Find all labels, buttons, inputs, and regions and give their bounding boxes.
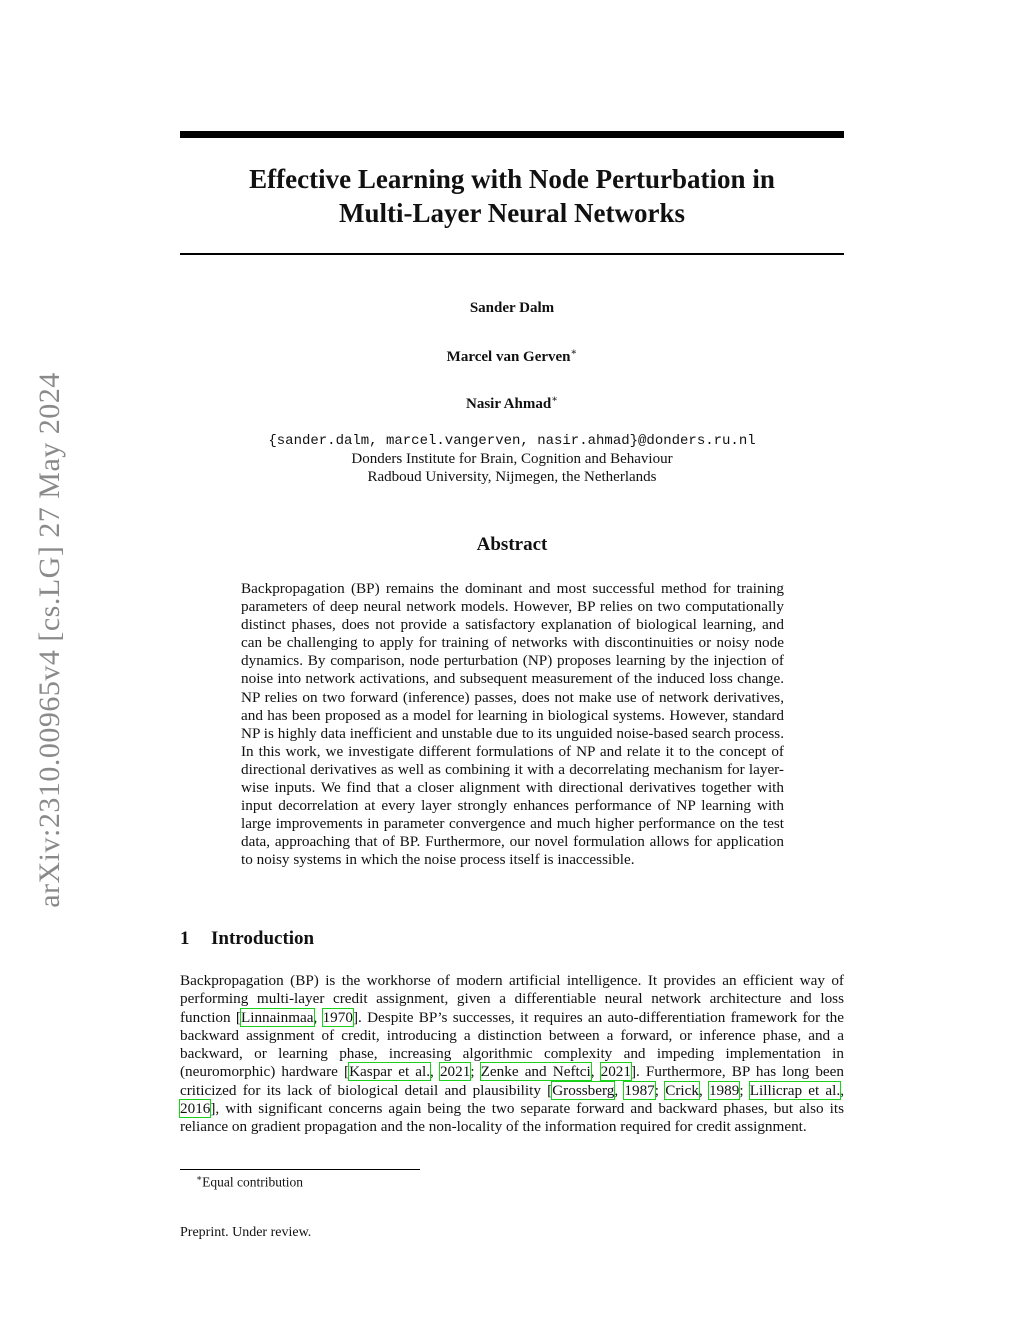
author-3 (180, 394, 844, 413)
preprint-notice: Preprint. Under review. (180, 1225, 312, 1240)
citation-link-grossberg-year[interactable]: 1987 (624, 1081, 655, 1099)
citation-link-lillicrap-year[interactable]: 2016 (180, 1099, 211, 1117)
section-heading (180, 928, 314, 950)
citation-link-zenke[interactable]: Zenke and Neftci (480, 1063, 591, 1081)
citation-separator: , (698, 1081, 709, 1099)
citation-link-grossberg[interactable]: Grossberg (552, 1081, 615, 1099)
introduction-paragraph (180, 972, 844, 1136)
author-mark: ∗ (551, 394, 558, 405)
citation-separator: ; (470, 1063, 481, 1081)
footnote-mark: ∗ (196, 1173, 203, 1183)
author-mark: ∗ (570, 347, 578, 358)
section-number: 1 (180, 928, 190, 949)
citation-link-crick-year[interactable]: 1989 (708, 1081, 740, 1099)
intro-text: ]. Furthermore, BP has long been criticized for its lack of biological detail and plausibility [ (180, 1063, 844, 1099)
author-name: Nasir Ahmad (466, 396, 552, 412)
citation-link-kaspar-year[interactable]: 2021 (439, 1063, 471, 1081)
section-title: Introduction (211, 928, 315, 949)
citation-link-linnainmaa-year[interactable]: 1970 (322, 1008, 353, 1026)
title-top-rule (180, 131, 844, 138)
intro-text: ]. Despite BP’s successes, it requires an auto-differentiation framework for the backward assignment of credit, introducing a distinction between a forward, or inference phase, and a backward, or learning phase, increasing algorithmic complexity and impeding implementation in (neuromorphic) hardware [ (180, 1008, 845, 1081)
author-1 (180, 300, 844, 317)
abstract-heading: Abstract (476, 534, 548, 555)
citation-link-crick[interactable]: Crick (665, 1081, 699, 1099)
author-name: Marcel van Gerven (446, 349, 571, 365)
author-emails: {sander.dalm, marcel.vangerven, nasir.ahmad}@donders.ru.nl (268, 433, 756, 449)
affiliation-line-2: Radboud University, Nijmegen, the Netherlands (367, 469, 657, 485)
title-line-2: Multi-Layer Neural Networks (339, 198, 685, 228)
citation-separator: ; (654, 1081, 666, 1099)
citation-separator: , (614, 1081, 625, 1099)
citation-separator: , (430, 1063, 440, 1081)
citation-separator: , (840, 1081, 844, 1099)
citation-separator: , (590, 1063, 601, 1081)
citation-separator: , (313, 1008, 323, 1026)
footnote-rule (180, 1169, 420, 1170)
footnote-text: Equal contribution (202, 1174, 303, 1190)
title-bottom-rule (180, 253, 844, 255)
author-name: Sander Dalm (469, 300, 555, 316)
citation-link-zenke-year[interactable]: 2021 (600, 1063, 631, 1081)
paper-title (180, 162, 844, 230)
citation-separator: ; (739, 1081, 750, 1099)
title-line-1: Effective Learning with Node Perturbation in (249, 164, 775, 194)
citation-link-lillicrap[interactable]: Lillicrap et al. (749, 1081, 841, 1099)
citation-link-kaspar[interactable]: Kaspar et al. (349, 1063, 431, 1081)
intro-text: ], with significant concerns again being the two separate forward and backward phases, but also its reliance on gradient propagation and the non-locality of the information required for credit assignment. (180, 1099, 844, 1135)
affiliation-line-1: Donders Institute for Brain, Cognition and Behaviour (351, 451, 673, 467)
footnote (196, 1173, 303, 1191)
author-2 (180, 347, 844, 366)
citation-link-linnainmaa[interactable]: Linnainmaa (240, 1008, 314, 1026)
intro-text: Backpropagation (BP) is the workhorse of modern artificial intelligence. It provides an efficient way of performing multi-layer credit assignment, given a differentiable neural network architecture and loss function [ (180, 972, 844, 1026)
arxiv-identifier: arXiv:2310.00965v4 [cs.LG] 27 May 2024 (33, 372, 66, 908)
abstract-text: Backpropagation (BP) remains the dominant and most successful method for training parameters of deep neural network models. However, BP relies on two computationally distinct phases, does not provide a satisfactory explanation of biological learning, and can be challenging to apply for training of networks with discontinuities or noisy node dynamics. By comparison, node perturbation (NP) proposes learning by the injection of noise into network activations, and subsequent measurement of the induced loss change. NP relies on two forward (inference) passes, does not make use of network derivatives, and has been proposed as a model for learning in biological systems. However, standard NP is highly data inefficient and unstable due to its unguided noise-based search process. In this work, we investigate different formulations of NP and relate it to the concept of directional derivatives as well as combining it with a decorrelating mechanism for layer-wise inputs. We find that a closer alignment with directional derivatives together with input decorrelation at every layer strongly enhances performance of NP learning with large improvements in parameter convergence and much higher performance on the test data, approaching that of BP. Furthermore, our novel formulation allows for application to noisy systems in which the noise process itself is inaccessible. (241, 580, 784, 869)
